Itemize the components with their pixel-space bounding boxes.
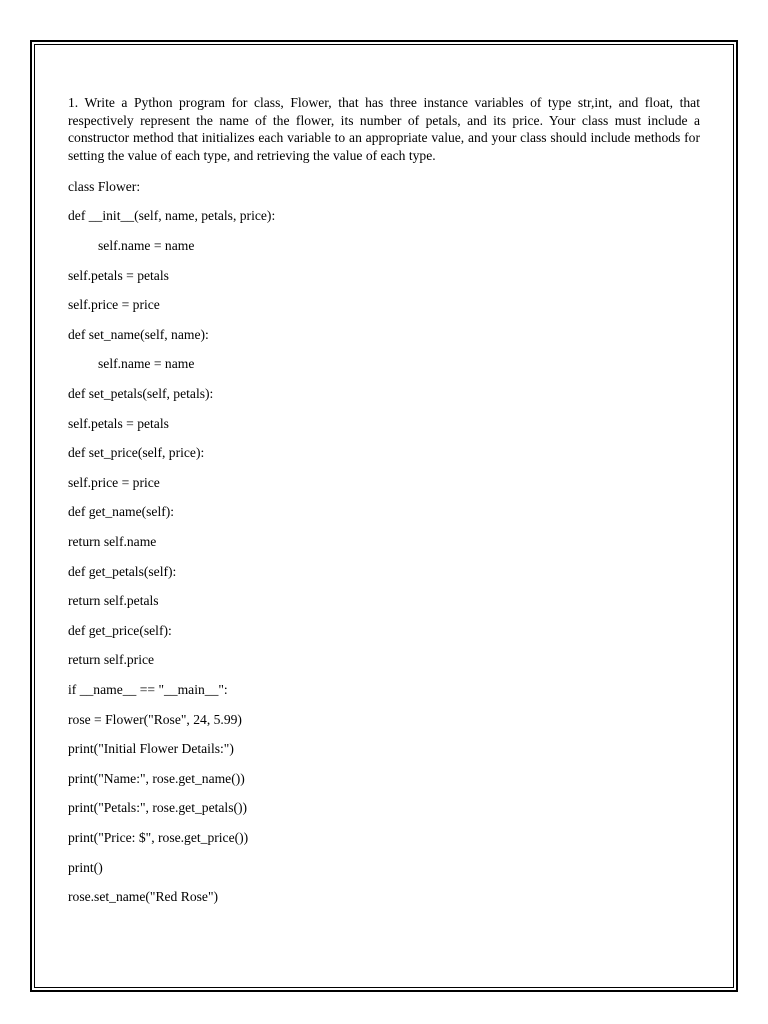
code-line: print("Initial Flower Details:") bbox=[68, 741, 234, 757]
document-content bbox=[68, 94, 700, 905]
code-line: def set_petals(self, petals): bbox=[68, 386, 214, 402]
code-line: return self.name bbox=[68, 534, 157, 549]
code-line: print("Petals:", rose.get_petals()) bbox=[68, 800, 248, 816]
code-line: return self.price bbox=[68, 652, 155, 668]
code-line: if __name__ == "__main__": bbox=[68, 681, 228, 697]
code-line: self.price = price bbox=[68, 297, 160, 313]
code-line: return self.petals bbox=[68, 593, 159, 609]
code-line: def set_price(self, price): bbox=[68, 445, 205, 461]
code-line: rose = Flower("Rose", 24, 5.99) bbox=[68, 711, 242, 727]
code-line: self.name = name bbox=[98, 356, 195, 372]
code-listing bbox=[68, 178, 700, 905]
code-line: print() bbox=[68, 859, 103, 875]
code-line: def set_name(self, name): bbox=[68, 326, 209, 342]
code-line: self.name = name bbox=[98, 238, 195, 254]
code-line: self.petals = petals bbox=[68, 415, 169, 431]
code-line: rose.set_name("Red Rose") bbox=[68, 889, 219, 905]
question-text: 1. Write a Python program for class, Flower, that has three instance variables of type str,int, and float, that respectively represent the name of the flower, its number of petals, and its price. Your class must include a constructor method that initializes each variable to an appropriate value, and your class should include methods for setting the value of each type, and retrieving the value of each type. bbox=[68, 95, 700, 163]
code-line: print("Price: $", rose.get_price()) bbox=[68, 829, 249, 845]
code-line: self.petals = petals bbox=[68, 267, 169, 283]
code-line: def get_petals(self): bbox=[68, 563, 177, 579]
code-line: print("Name:", rose.get_name()) bbox=[68, 770, 245, 786]
code-line: def __init__(self, name, petals, price): bbox=[68, 208, 276, 224]
code-line: def get_price(self): bbox=[68, 622, 172, 638]
code-line: self.price = price bbox=[68, 474, 160, 490]
code-line: class Flower: bbox=[68, 178, 141, 194]
code-line: def get_name(self): bbox=[68, 504, 175, 520]
